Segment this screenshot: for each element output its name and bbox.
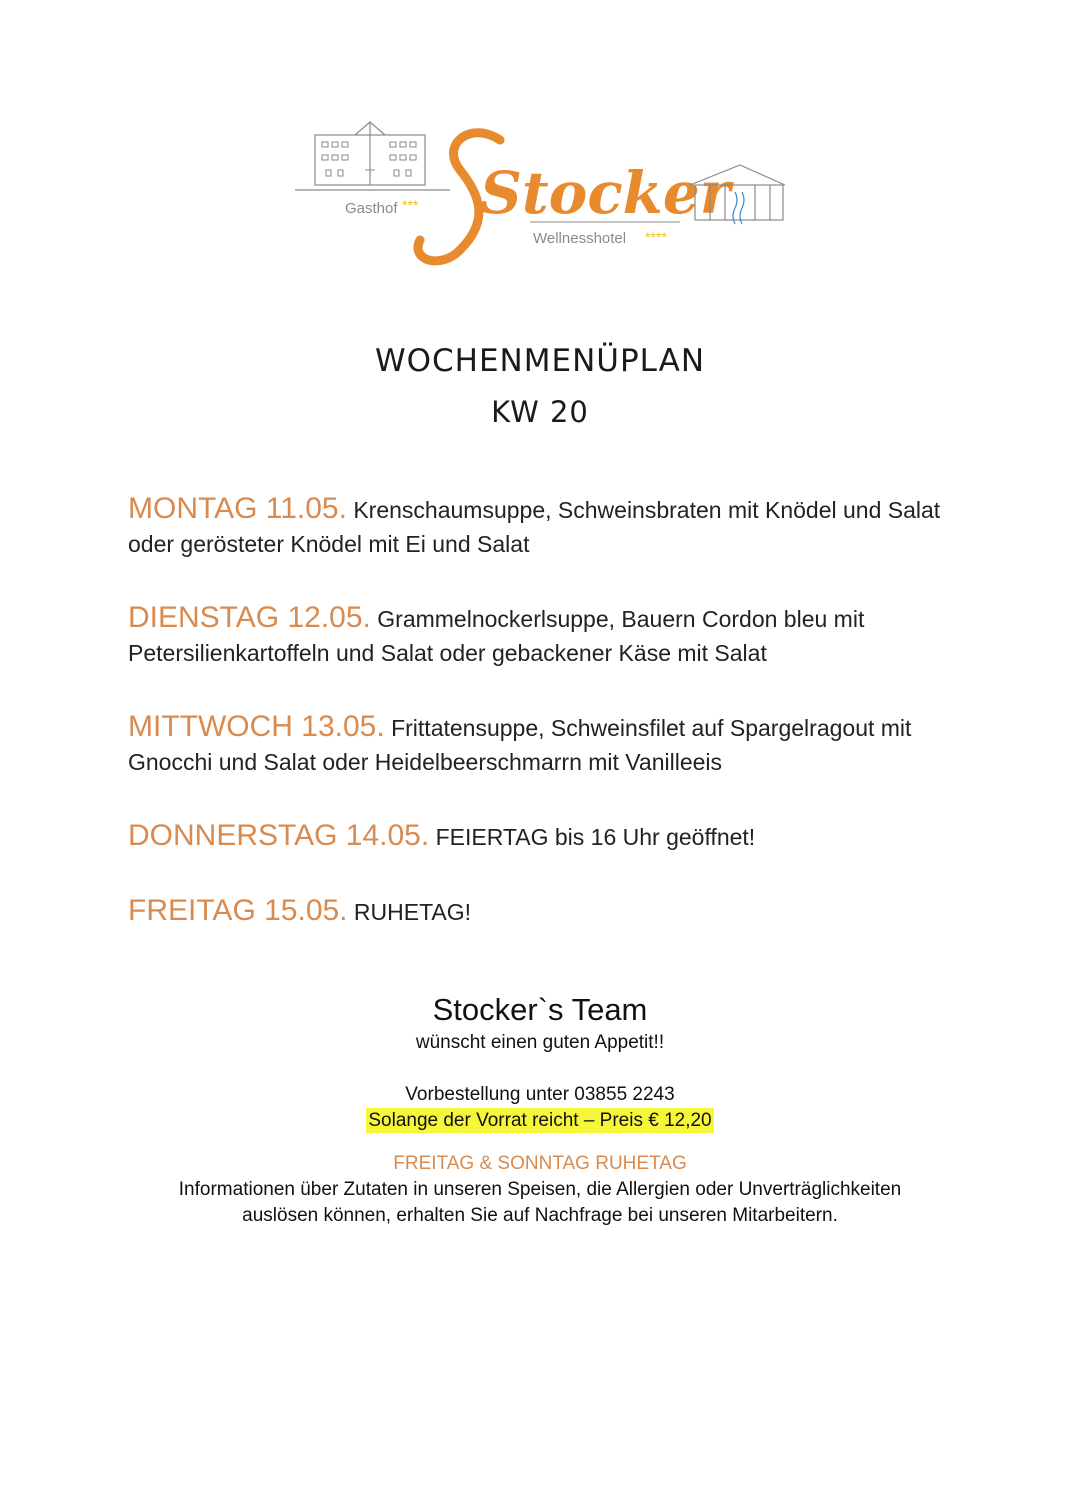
price-highlight: Solange der Vorrat reicht – Preis € 12,20 xyxy=(368,1110,712,1131)
allergen-info: Informationen über Zutaten in unseren Speisen, die Allergien oder Unverträglichkeiten auslösen können, erhalten Sie auf Nachfrage bei unseren Mitarbeitern. xyxy=(178,1179,902,1226)
day-dishes: FEIERTAG bis 16 Uhr geöffnet! xyxy=(435,824,756,850)
day-name: MITTWOCH 13.05. xyxy=(128,710,385,743)
day-dishes: Krenschaumsuppe, Schweinsbraten mit Knödel und Salat oder gerösteter Knödel mit Ei und Salat xyxy=(128,497,941,557)
day-name: DONNERSTAG 14.05. xyxy=(128,819,430,852)
day-name: DIENSTAG 12.05. xyxy=(128,601,371,634)
menu-day-wednesday xyxy=(128,710,958,779)
day-name: MONTAG 11.05. xyxy=(128,492,347,525)
day-dishes: Grammelnockerlsuppe, Bauern Cordon bleu mit Petersilienkartoffeln und Salat oder gebackener Käse mit Salat xyxy=(128,606,865,666)
logo-left-text: Gasthof xyxy=(345,200,398,217)
team-signature: Stocker`s Team xyxy=(432,992,648,1027)
calendar-week: KW 20 xyxy=(491,395,589,429)
hotel-logo xyxy=(290,110,800,285)
menu-day-thursday xyxy=(128,819,958,854)
menu-day-friday xyxy=(128,894,958,929)
page-title: WOCHENMENÜPLAN xyxy=(374,343,706,379)
weekly-menu xyxy=(128,492,958,973)
logo-right-text: Wellnesshotel xyxy=(533,230,627,247)
day-name: FREITAG 15.05. xyxy=(128,894,348,927)
day-dishes: Frittatensuppe, Schweinsfilet auf Spargelragout mit Gnocchi und Salat oder Heidelbeerschmarrn mit Vanilleeis xyxy=(128,715,912,775)
menu-day-monday xyxy=(128,492,958,561)
preorder-phone: Vorbestellung unter 03855 2243 xyxy=(405,1084,675,1105)
logo-brand-text: Stocker xyxy=(480,159,731,227)
day-dishes: RUHETAG! xyxy=(353,899,472,925)
closed-days-notice: FREITAG & SONNTAG RUHETAG xyxy=(393,1153,687,1174)
logo-graphic xyxy=(290,110,800,285)
gasthof-building-icon xyxy=(295,122,450,190)
appetite-wish: wünscht einen guten Appetit!! xyxy=(415,1032,665,1053)
logo-right-stars: **** xyxy=(645,229,667,245)
logo-left-stars: *** xyxy=(402,197,419,213)
menu-day-tuesday xyxy=(128,601,958,670)
footer xyxy=(0,990,1080,1229)
